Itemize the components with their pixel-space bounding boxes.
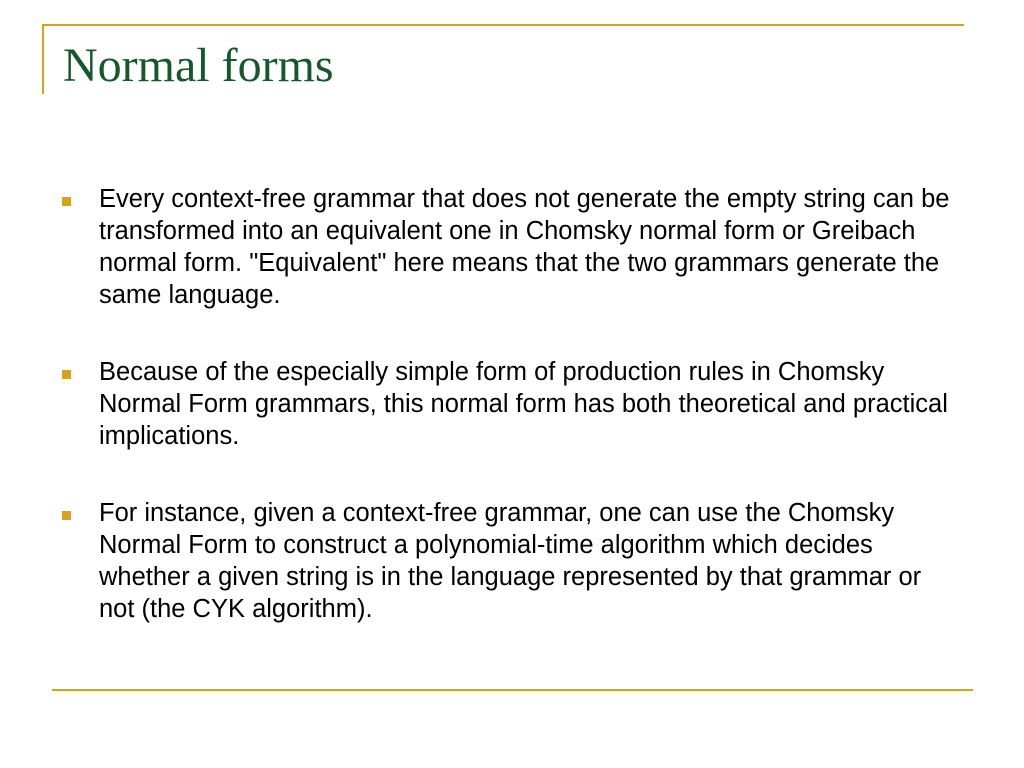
square-bullet-icon: [62, 370, 71, 379]
left-rule: [42, 24, 44, 94]
square-bullet-icon: [62, 197, 71, 206]
bottom-rule: [52, 689, 973, 691]
bullet-text: Every context-free grammar that does not generate the empty string can be transformed into an equivalent one in Chomsky normal form or Greibach normal form. "Equivalent" here means that the two grammars generate the same language.: [99, 185, 950, 309]
slide-title: Normal forms: [63, 39, 334, 92]
bullet-item: [62, 356, 952, 452]
bullet-text: Because of the especially simple form of production rules in Chomsky Normal Form grammars, this normal form has both theoretical and practical implications.: [99, 358, 948, 450]
square-bullet-icon: [62, 511, 71, 520]
bullet-text: For instance, given a context-free grammar, one can use the Chomsky Normal Form to construct a polynomial-time algorithm which decides whether a given string is in the language represented by that grammar or not (the CYK algorithm).: [99, 499, 922, 623]
bullet-item: [62, 497, 952, 625]
top-rule: [43, 24, 964, 26]
bullet-item: [62, 183, 952, 311]
bullet-list: [62, 183, 952, 670]
